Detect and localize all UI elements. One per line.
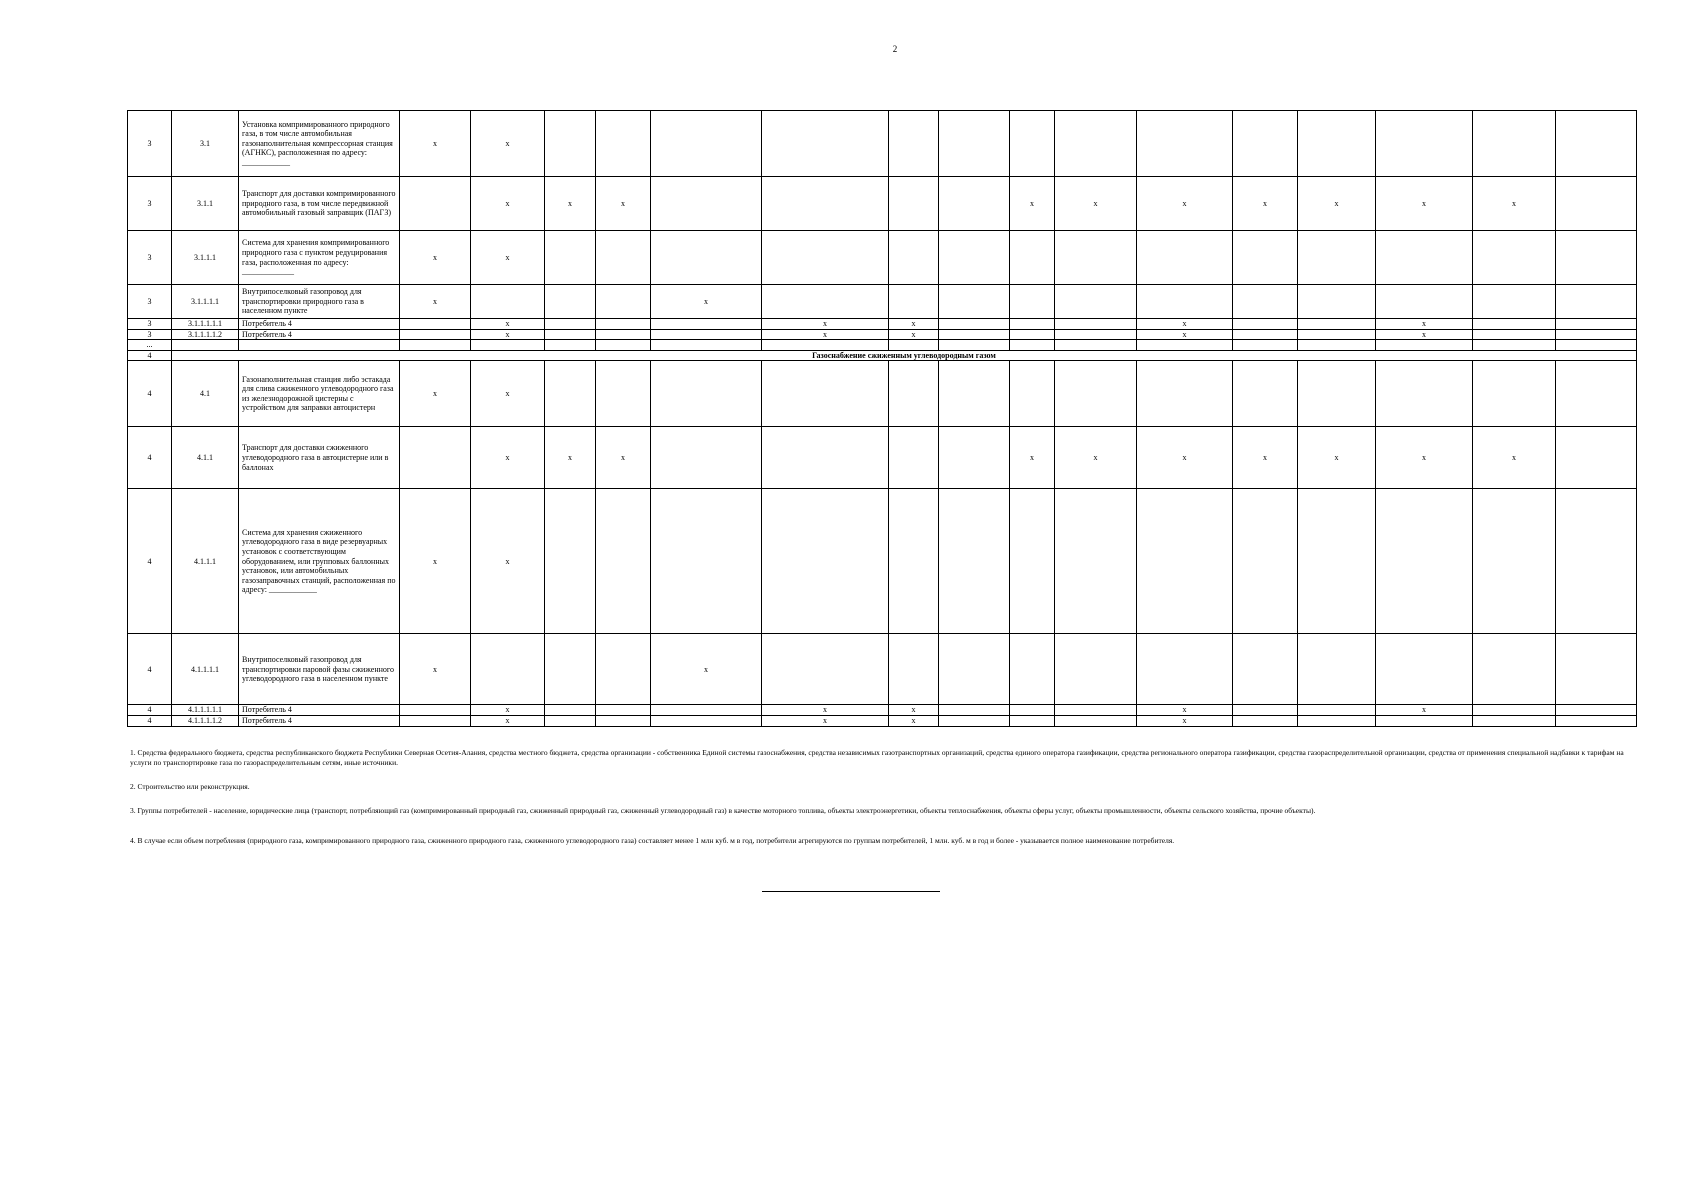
- mark-cell: [596, 715, 651, 726]
- mark-cell: [1473, 715, 1556, 726]
- mark-cell: [596, 319, 651, 330]
- mark-cell: [1298, 111, 1376, 177]
- mark-cell: x: [1010, 177, 1055, 231]
- mark-cell: [1376, 715, 1473, 726]
- mark-cell: [762, 340, 889, 351]
- mark-cell: x: [471, 427, 545, 489]
- mark-cell: x: [1298, 427, 1376, 489]
- mark-cell: [1010, 111, 1055, 177]
- mark-cell: [1556, 319, 1637, 330]
- mark-cell: [471, 340, 545, 351]
- mark-cell: x: [1233, 177, 1298, 231]
- mark-cell: [1556, 285, 1637, 319]
- mark-cell: [400, 319, 471, 330]
- mark-cell: [651, 715, 762, 726]
- mark-cell: x: [762, 715, 889, 726]
- row-number: 3: [128, 177, 172, 231]
- table-row: [128, 705, 1637, 716]
- mark-cell: [545, 715, 596, 726]
- mark-cell: [596, 285, 651, 319]
- table-row: [128, 319, 1637, 330]
- mark-cell: [545, 111, 596, 177]
- mark-cell: [762, 285, 889, 319]
- table-row: [128, 361, 1637, 427]
- mark-cell: [1556, 427, 1637, 489]
- mark-cell: [762, 111, 889, 177]
- table-row: [128, 634, 1637, 705]
- mark-cell: [1055, 634, 1137, 705]
- mark-cell: [1473, 319, 1556, 330]
- mark-cell: x: [1473, 177, 1556, 231]
- mark-cell: [1055, 361, 1137, 427]
- mark-cell: [889, 427, 939, 489]
- mark-cell: x: [1055, 427, 1137, 489]
- mark-cell: [596, 231, 651, 285]
- mark-cell: x: [1137, 329, 1233, 340]
- mark-cell: x: [471, 715, 545, 726]
- mark-cell: [1233, 715, 1298, 726]
- mark-cell: x: [651, 634, 762, 705]
- mark-cell: x: [545, 427, 596, 489]
- mark-cell: [939, 361, 1010, 427]
- mark-cell: [1298, 715, 1376, 726]
- mark-cell: [1137, 489, 1233, 634]
- mark-cell: [1055, 329, 1137, 340]
- row-number: 4: [128, 634, 172, 705]
- mark-cell: [1233, 111, 1298, 177]
- mark-cell: x: [471, 319, 545, 330]
- mark-cell: [1055, 111, 1137, 177]
- mark-cell: [1473, 705, 1556, 716]
- row-code: 4.1.1.1: [172, 489, 239, 634]
- row-description: Транспорт для доставки компримированного природного газа, в том числе передвижной автомобильный газовый заправщик (ПАГЗ): [239, 177, 400, 231]
- mark-cell: [1137, 111, 1233, 177]
- gas-supply-table: [127, 110, 1637, 727]
- mark-cell: x: [400, 111, 471, 177]
- mark-cell: [596, 340, 651, 351]
- mark-cell: [1298, 329, 1376, 340]
- mark-cell: [762, 427, 889, 489]
- mark-cell: [889, 111, 939, 177]
- mark-cell: [889, 231, 939, 285]
- mark-cell: [1376, 285, 1473, 319]
- mark-cell: [1010, 715, 1055, 726]
- mark-cell: [1137, 361, 1233, 427]
- mark-cell: [651, 329, 762, 340]
- mark-cell: x: [400, 634, 471, 705]
- row-description: Потребитель 4: [239, 705, 400, 716]
- table-row: [128, 340, 1637, 351]
- table-row: [128, 489, 1637, 634]
- mark-cell: [400, 705, 471, 716]
- mark-cell: [1298, 285, 1376, 319]
- mark-cell: [939, 111, 1010, 177]
- row-number: 3: [128, 319, 172, 330]
- footnote-rule: [762, 891, 940, 892]
- mark-cell: [400, 427, 471, 489]
- mark-cell: x: [651, 285, 762, 319]
- mark-cell: x: [1376, 319, 1473, 330]
- mark-cell: [939, 177, 1010, 231]
- mark-cell: x: [1298, 177, 1376, 231]
- mark-cell: [1233, 634, 1298, 705]
- mark-cell: [1556, 340, 1637, 351]
- mark-cell: [400, 177, 471, 231]
- mark-cell: [1010, 285, 1055, 319]
- row-code: 4.1: [172, 361, 239, 427]
- mark-cell: [1298, 319, 1376, 330]
- footnote-4: 4. В случае если объем потребления (природного газа, компримированного природного газа, сжиженного природного газа, сжиженного углеводородного газа) составляет менее 1 млн куб. м в год, потребители агрегируются по группам потребителей, 1 млн. куб. м в год и более - указывается полное наименование потребителя.: [130, 836, 1175, 845]
- mark-cell: [1473, 489, 1556, 634]
- mark-cell: [651, 361, 762, 427]
- mark-cell: [1233, 705, 1298, 716]
- mark-cell: x: [1010, 427, 1055, 489]
- row-number: ...: [128, 340, 172, 351]
- mark-cell: [596, 361, 651, 427]
- footnote-1: 1. Средства федерального бюджета, средства республиканского бюджета Республики Северная Осетия-Алания, средства местного бюджета, средства организации - собственника Единой системы газоснабжения, средства независимых газотранспортных организаций, средства единого оператора газификации, средства регионального оператора газификации, средства газораспределительной организации, средства от применения специальной надбавки к тарифам на услуги по транспортировке газа по газораспределительным сетям, иные источники.: [130, 748, 1624, 768]
- mark-cell: [545, 319, 596, 330]
- row-description: Система для хранения компримированного природного газа с пунктом редуцирования газа, расположенная по адресу: _____________: [239, 231, 400, 285]
- mark-cell: [400, 715, 471, 726]
- row-code: 3.1.1.1.1.1: [172, 319, 239, 330]
- mark-cell: x: [762, 329, 889, 340]
- mark-cell: [939, 285, 1010, 319]
- mark-cell: [1137, 285, 1233, 319]
- footnote-3: 3. Группы потребителей - население, юридические лица (транспорт, потребляющий газ (компримированный природный газ, сжиженный природный газ, сжиженный углеводородный газ) в качестве моторного топлива, объекты электроэнергетики, объекты теплоснабжения, объекты сферы услуг, объекты промышленности, объекты сельского хозяйства, прочие объекты).: [130, 806, 1316, 815]
- mark-cell: [939, 329, 1010, 340]
- mark-cell: x: [889, 705, 939, 716]
- mark-cell: [1137, 634, 1233, 705]
- mark-cell: x: [1137, 705, 1233, 716]
- mark-cell: [651, 705, 762, 716]
- mark-cell: x: [400, 231, 471, 285]
- mark-cell: x: [889, 329, 939, 340]
- row-number: 4: [128, 361, 172, 427]
- mark-cell: [1010, 634, 1055, 705]
- mark-cell: [1473, 361, 1556, 427]
- page-number: 2: [892, 44, 898, 54]
- mark-cell: [939, 231, 1010, 285]
- mark-cell: [545, 285, 596, 319]
- mark-cell: [651, 340, 762, 351]
- mark-cell: [1376, 340, 1473, 351]
- row-code: 3.1.1.1.1.2: [172, 329, 239, 340]
- mark-cell: x: [471, 329, 545, 340]
- row-number: 4: [128, 715, 172, 726]
- mark-cell: [1556, 329, 1637, 340]
- row-code: 4.1.1: [172, 427, 239, 489]
- mark-cell: [1010, 340, 1055, 351]
- mark-cell: [651, 231, 762, 285]
- mark-cell: [1473, 340, 1556, 351]
- mark-cell: x: [1376, 329, 1473, 340]
- mark-cell: x: [1376, 427, 1473, 489]
- mark-cell: [596, 329, 651, 340]
- mark-cell: [1010, 329, 1055, 340]
- mark-cell: [1298, 361, 1376, 427]
- table-row: [128, 350, 1637, 361]
- mark-cell: x: [762, 705, 889, 716]
- mark-cell: [1055, 231, 1137, 285]
- mark-cell: [939, 427, 1010, 489]
- mark-cell: [762, 634, 889, 705]
- row-description: Внутрипоселковый газопровод для транспортировки природного газа в населенном пункте: [239, 285, 400, 319]
- mark-cell: [889, 361, 939, 427]
- mark-cell: x: [400, 285, 471, 319]
- mark-cell: x: [471, 177, 545, 231]
- mark-cell: [1055, 319, 1137, 330]
- mark-cell: [596, 111, 651, 177]
- mark-cell: [939, 489, 1010, 634]
- mark-cell: [1473, 285, 1556, 319]
- mark-cell: x: [400, 361, 471, 427]
- mark-cell: x: [1473, 427, 1556, 489]
- row-number: 3: [128, 285, 172, 319]
- mark-cell: [1055, 715, 1137, 726]
- mark-cell: [1055, 340, 1137, 351]
- mark-cell: x: [471, 705, 545, 716]
- table-row: [128, 427, 1637, 489]
- mark-cell: [545, 705, 596, 716]
- mark-cell: [545, 634, 596, 705]
- mark-cell: [651, 427, 762, 489]
- mark-cell: [1473, 231, 1556, 285]
- mark-cell: [1556, 361, 1637, 427]
- row-number: 4: [128, 350, 172, 361]
- mark-cell: [1298, 340, 1376, 351]
- mark-cell: [596, 705, 651, 716]
- row-number: 3: [128, 111, 172, 177]
- mark-cell: [762, 177, 889, 231]
- mark-cell: [471, 285, 545, 319]
- mark-cell: [1376, 634, 1473, 705]
- mark-cell: x: [545, 177, 596, 231]
- mark-cell: [1010, 705, 1055, 716]
- mark-cell: x: [400, 489, 471, 634]
- mark-cell: x: [1055, 177, 1137, 231]
- mark-cell: [1010, 319, 1055, 330]
- mark-cell: [762, 489, 889, 634]
- mark-cell: [939, 705, 1010, 716]
- row-description: Установка компримированного природного газа, в том числе автомобильная газонаполнительная компрессорная станция (АГНКС), расположенная по адресу: ____________: [239, 111, 400, 177]
- mark-cell: [1233, 285, 1298, 319]
- mark-cell: [1376, 489, 1473, 634]
- mark-cell: [545, 231, 596, 285]
- mark-cell: [1233, 361, 1298, 427]
- mark-cell: x: [1233, 427, 1298, 489]
- mark-cell: [596, 634, 651, 705]
- row-code: 3.1.1.1: [172, 231, 239, 285]
- mark-cell: [939, 634, 1010, 705]
- mark-cell: [545, 489, 596, 634]
- mark-cell: x: [471, 231, 545, 285]
- table-row: [128, 285, 1637, 319]
- mark-cell: [889, 285, 939, 319]
- mark-cell: [1055, 489, 1137, 634]
- mark-cell: [1233, 231, 1298, 285]
- section-title: Газоснабжение сжиженным углеводородным газом: [172, 350, 1637, 361]
- mark-cell: x: [889, 715, 939, 726]
- mark-cell: x: [471, 361, 545, 427]
- mark-cell: [889, 177, 939, 231]
- mark-cell: [1376, 361, 1473, 427]
- mark-cell: [651, 489, 762, 634]
- mark-cell: [1556, 705, 1637, 716]
- table-row: [128, 231, 1637, 285]
- row-description: Транспорт для доставки сжиженного углеводородного газа в автоцистерне или в баллонах: [239, 427, 400, 489]
- mark-cell: [545, 340, 596, 351]
- mark-cell: x: [471, 489, 545, 634]
- mark-cell: [1233, 329, 1298, 340]
- mark-cell: [1010, 361, 1055, 427]
- footnote-2: 2. Строительство или реконструкция.: [130, 782, 250, 791]
- table-row: [128, 715, 1637, 726]
- row-description: Потребитель 4: [239, 715, 400, 726]
- mark-cell: [1556, 715, 1637, 726]
- row-code: 4.1.1.1.1.2: [172, 715, 239, 726]
- mark-cell: [889, 340, 939, 351]
- mark-cell: [889, 634, 939, 705]
- mark-cell: x: [1137, 319, 1233, 330]
- mark-cell: x: [762, 319, 889, 330]
- mark-cell: [1473, 634, 1556, 705]
- mark-cell: [939, 715, 1010, 726]
- mark-cell: [1055, 285, 1137, 319]
- mark-cell: [400, 329, 471, 340]
- mark-cell: [1233, 340, 1298, 351]
- mark-cell: x: [1137, 715, 1233, 726]
- mark-cell: [1055, 705, 1137, 716]
- row-number: 4: [128, 427, 172, 489]
- mark-cell: x: [1376, 177, 1473, 231]
- mark-cell: [762, 361, 889, 427]
- mark-cell: [1376, 231, 1473, 285]
- row-code: [172, 340, 239, 351]
- mark-cell: [1298, 231, 1376, 285]
- mark-cell: [939, 319, 1010, 330]
- table-row: [128, 111, 1637, 177]
- row-description: Система для хранения сжиженного углеводородного газа в виде резервуарных установок с соответствующим оборудованием, или групповых баллонных установок, или автомобильных газозаправочных станций, расположенная по адресу: ____________: [239, 489, 400, 634]
- mark-cell: [1010, 489, 1055, 634]
- mark-cell: [939, 340, 1010, 351]
- mark-cell: [1556, 231, 1637, 285]
- mark-cell: [889, 489, 939, 634]
- mark-cell: [651, 111, 762, 177]
- mark-cell: [1556, 111, 1637, 177]
- row-code: 3.1.1.1.1: [172, 285, 239, 319]
- table-row: [128, 329, 1637, 340]
- mark-cell: [1556, 489, 1637, 634]
- mark-cell: [400, 340, 471, 351]
- mark-cell: [1137, 231, 1233, 285]
- row-number: 4: [128, 489, 172, 634]
- mark-cell: x: [1137, 177, 1233, 231]
- row-description: Внутрипоселковый газопровод для транспортировки паровой фазы сжиженного углеводородного газа в населенном пункте: [239, 634, 400, 705]
- mark-cell: x: [596, 427, 651, 489]
- row-code: 4.1.1.1.1: [172, 634, 239, 705]
- mark-cell: x: [1137, 427, 1233, 489]
- mark-cell: [1298, 634, 1376, 705]
- mark-cell: [1473, 329, 1556, 340]
- mark-cell: [1137, 340, 1233, 351]
- mark-cell: [596, 489, 651, 634]
- row-description: Потребитель 4: [239, 329, 400, 340]
- mark-cell: [1010, 231, 1055, 285]
- mark-cell: [545, 361, 596, 427]
- mark-cell: [1233, 319, 1298, 330]
- mark-cell: x: [596, 177, 651, 231]
- mark-cell: [1556, 634, 1637, 705]
- mark-cell: [1298, 705, 1376, 716]
- mark-cell: [651, 177, 762, 231]
- row-code: 3.1.1: [172, 177, 239, 231]
- table-row: [128, 177, 1637, 231]
- row-number: 3: [128, 329, 172, 340]
- mark-cell: [1298, 489, 1376, 634]
- mark-cell: [545, 329, 596, 340]
- row-description: [239, 340, 400, 351]
- row-number: 3: [128, 231, 172, 285]
- row-number: 4: [128, 705, 172, 716]
- row-description: Потребитель 4: [239, 319, 400, 330]
- mark-cell: x: [889, 319, 939, 330]
- mark-cell: x: [1376, 705, 1473, 716]
- row-code: 4.1.1.1.1.1: [172, 705, 239, 716]
- mark-cell: x: [471, 111, 545, 177]
- mark-cell: [1376, 111, 1473, 177]
- mark-cell: [1233, 489, 1298, 634]
- row-description: Газонаполнительная станция либо эстакада для слива сжиженного углеводородного газа из железнодорожной цистерны с устройством для заправки автоцистерн: [239, 361, 400, 427]
- row-code: 3.1: [172, 111, 239, 177]
- mark-cell: [1473, 111, 1556, 177]
- mark-cell: [762, 231, 889, 285]
- mark-cell: [471, 634, 545, 705]
- mark-cell: [1556, 177, 1637, 231]
- mark-cell: [651, 319, 762, 330]
